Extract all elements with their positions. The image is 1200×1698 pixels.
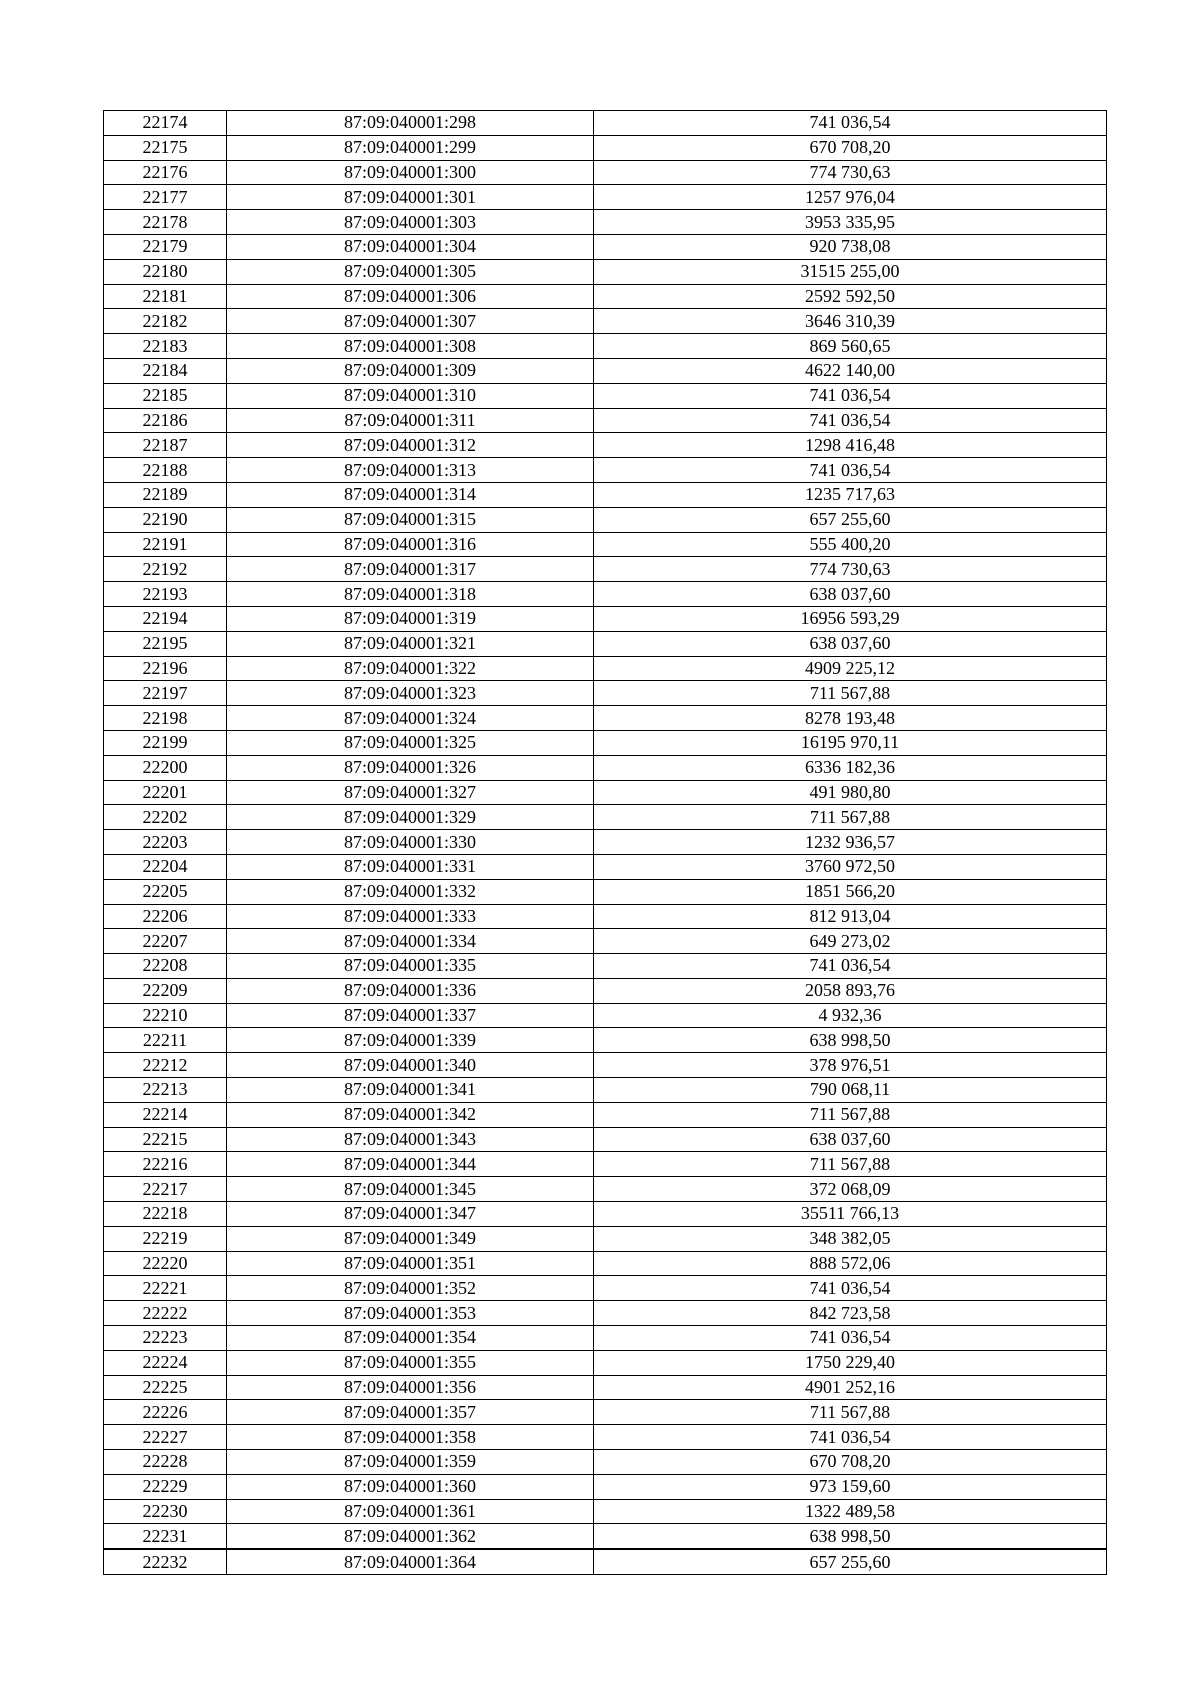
- cadastral-value-cell: 869 560,65: [594, 334, 1107, 359]
- row-number-cell: 22205: [104, 879, 227, 904]
- cadastral-value-cell: 638 037,60: [594, 631, 1107, 656]
- table-row: [104, 1474, 1107, 1499]
- cadastral-value-cell: 657 255,60: [594, 507, 1107, 532]
- table-row: [104, 111, 1107, 136]
- table-row: [104, 309, 1107, 334]
- table-row: [104, 1450, 1107, 1475]
- row-number-cell: 22193: [104, 582, 227, 607]
- cadastral-value-cell: 1235 717,63: [594, 482, 1107, 507]
- row-number-cell: 22221: [104, 1276, 227, 1301]
- cadastral-value-cell: 638 037,60: [594, 582, 1107, 607]
- row-number-cell: 22210: [104, 1003, 227, 1028]
- cadastral-number-cell: 87:09:040001:298: [227, 111, 594, 136]
- cadastral-value-cell: 741 036,54: [594, 1326, 1107, 1351]
- table-row: [104, 1375, 1107, 1400]
- row-number-cell: 22218: [104, 1202, 227, 1227]
- cadastral-value-cell: 4909 225,12: [594, 656, 1107, 681]
- cadastral-value-cell: 1232 936,57: [594, 830, 1107, 855]
- row-number-cell: 22225: [104, 1375, 227, 1400]
- cadastral-value-cell: 711 567,88: [594, 1400, 1107, 1425]
- table-row: [104, 284, 1107, 309]
- table-row: [104, 1251, 1107, 1276]
- table-row: [104, 1326, 1107, 1351]
- cadastral-number-cell: 87:09:040001:300: [227, 160, 594, 185]
- cadastral-number-cell: 87:09:040001:314: [227, 482, 594, 507]
- cadastral-number-cell: 87:09:040001:347: [227, 1202, 594, 1227]
- cadastral-number-cell: 87:09:040001:343: [227, 1127, 594, 1152]
- table-row: [104, 879, 1107, 904]
- cadastral-value-cell: 1298 416,48: [594, 433, 1107, 458]
- cadastral-number-cell: 87:09:040001:360: [227, 1474, 594, 1499]
- row-number-cell: 22180: [104, 259, 227, 284]
- cadastral-number-cell: 87:09:040001:303: [227, 210, 594, 235]
- row-number-cell: 22177: [104, 185, 227, 210]
- row-number-cell: 22190: [104, 507, 227, 532]
- table-row: [104, 706, 1107, 731]
- row-number-cell: 22183: [104, 334, 227, 359]
- cadastral-number-cell: 87:09:040001:324: [227, 706, 594, 731]
- cadastral-number-cell: 87:09:040001:334: [227, 929, 594, 954]
- cadastral-number-cell: 87:09:040001:355: [227, 1350, 594, 1375]
- cadastral-value-cell: 555 400,20: [594, 532, 1107, 557]
- table-row: [104, 1400, 1107, 1425]
- cadastral-value-cell: 741 036,54: [594, 1425, 1107, 1450]
- cadastral-value-cell: 670 708,20: [594, 1450, 1107, 1475]
- table-row: [104, 830, 1107, 855]
- cadastral-value-cell: 741 036,54: [594, 383, 1107, 408]
- table-row: [104, 185, 1107, 210]
- cadastral-number-cell: 87:09:040001:299: [227, 135, 594, 160]
- cadastral-value-cell: 491 980,80: [594, 780, 1107, 805]
- table-row: [104, 507, 1107, 532]
- cadastral-number-cell: 87:09:040001:333: [227, 904, 594, 929]
- cadastral-number-cell: 87:09:040001:335: [227, 954, 594, 979]
- row-number-cell: 22226: [104, 1400, 227, 1425]
- row-number-cell: 22176: [104, 160, 227, 185]
- row-number-cell: 22195: [104, 631, 227, 656]
- cadastral-value-cell: 670 708,20: [594, 135, 1107, 160]
- row-number-cell: 22215: [104, 1127, 227, 1152]
- row-number-cell: 22216: [104, 1152, 227, 1177]
- table-row: [104, 1226, 1107, 1251]
- cadastral-value-cell: 8278 193,48: [594, 706, 1107, 731]
- row-number-cell: 22203: [104, 830, 227, 855]
- row-number-cell: 22178: [104, 210, 227, 235]
- row-number-cell: 22209: [104, 978, 227, 1003]
- cadastral-number-cell: 87:09:040001:317: [227, 557, 594, 582]
- row-number-cell: 22196: [104, 656, 227, 681]
- table-row: [104, 259, 1107, 284]
- cadastral-number-cell: 87:09:040001:306: [227, 284, 594, 309]
- cadastral-number-cell: 87:09:040001:342: [227, 1102, 594, 1127]
- cadastral-value-cell: 888 572,06: [594, 1251, 1107, 1276]
- table-row: [104, 854, 1107, 879]
- cadastral-number-cell: 87:09:040001:345: [227, 1177, 594, 1202]
- cadastral-value-cell: 16956 593,29: [594, 606, 1107, 631]
- row-number-cell: 22208: [104, 954, 227, 979]
- table-row: [104, 433, 1107, 458]
- row-number-cell: 22191: [104, 532, 227, 557]
- cadastral-value-cell: 711 567,88: [594, 1152, 1107, 1177]
- cadastral-value-cell: 1322 489,58: [594, 1499, 1107, 1524]
- cadastral-number-cell: 87:09:040001:319: [227, 606, 594, 631]
- cadastral-number-cell: 87:09:040001:308: [227, 334, 594, 359]
- table-row: [104, 1301, 1107, 1326]
- table-row: [104, 730, 1107, 755]
- row-number-cell: 22223: [104, 1326, 227, 1351]
- row-number-cell: 22186: [104, 408, 227, 433]
- table-row: [104, 383, 1107, 408]
- cadastral-value-cell: 741 036,54: [594, 1276, 1107, 1301]
- table-row: [104, 234, 1107, 259]
- cadastral-value-cell: 711 567,88: [594, 681, 1107, 706]
- cadastral-number-cell: 87:09:040001:357: [227, 1400, 594, 1425]
- cadastral-value-cell: 973 159,60: [594, 1474, 1107, 1499]
- cadastral-value-cell: 4622 140,00: [594, 358, 1107, 383]
- cadastral-number-cell: 87:09:040001:326: [227, 755, 594, 780]
- cadastral-value-cell: 3953 335,95: [594, 210, 1107, 235]
- cadastral-number-cell: 87:09:040001:329: [227, 805, 594, 830]
- row-number-cell: 22232: [104, 1549, 227, 1574]
- table-row: [104, 606, 1107, 631]
- row-number-cell: 22199: [104, 730, 227, 755]
- row-number-cell: 22207: [104, 929, 227, 954]
- row-number-cell: 22228: [104, 1450, 227, 1475]
- cadastral-number-cell: 87:09:040001:339: [227, 1028, 594, 1053]
- table-row: [104, 458, 1107, 483]
- row-number-cell: 22200: [104, 755, 227, 780]
- table-row: [104, 1177, 1107, 1202]
- table-row: [104, 1053, 1107, 1078]
- row-number-cell: 22202: [104, 805, 227, 830]
- cadastral-value-cell: 741 036,54: [594, 111, 1107, 136]
- table-row: [104, 929, 1107, 954]
- table-row: [104, 1152, 1107, 1177]
- row-number-cell: 22185: [104, 383, 227, 408]
- row-number-cell: 22229: [104, 1474, 227, 1499]
- table-row: [104, 210, 1107, 235]
- cadastral-value-cell: 3646 310,39: [594, 309, 1107, 334]
- cadastral-number-cell: 87:09:040001:359: [227, 1450, 594, 1475]
- table-row: [104, 1276, 1107, 1301]
- cadastral-value-cell: 790 068,11: [594, 1078, 1107, 1103]
- table-row: [104, 1499, 1107, 1524]
- row-number-cell: 22217: [104, 1177, 227, 1202]
- cadastral-value-cell: 812 913,04: [594, 904, 1107, 929]
- row-number-cell: 22197: [104, 681, 227, 706]
- cadastral-value-cell: 1750 229,40: [594, 1350, 1107, 1375]
- table-row: [104, 681, 1107, 706]
- row-number-cell: 22198: [104, 706, 227, 731]
- row-number-cell: 22175: [104, 135, 227, 160]
- cadastral-value-cell: 711 567,88: [594, 1102, 1107, 1127]
- row-number-cell: 22219: [104, 1226, 227, 1251]
- row-number-cell: 22224: [104, 1350, 227, 1375]
- cadastral-number-cell: 87:09:040001:331: [227, 854, 594, 879]
- cadastral-value-cell: 4 932,36: [594, 1003, 1107, 1028]
- cadastral-value-cell: 638 998,50: [594, 1028, 1107, 1053]
- cadastral-number-cell: 87:09:040001:315: [227, 507, 594, 532]
- cadastral-number-cell: 87:09:040001:327: [227, 780, 594, 805]
- table-body: [104, 111, 1107, 1575]
- row-number-cell: 22230: [104, 1499, 227, 1524]
- row-number-cell: 22187: [104, 433, 227, 458]
- row-number-cell: 22204: [104, 854, 227, 879]
- cadastral-number-cell: 87:09:040001:364: [227, 1549, 594, 1574]
- row-number-cell: 22211: [104, 1028, 227, 1053]
- cadastral-number-cell: 87:09:040001:311: [227, 408, 594, 433]
- cadastral-value-cell: 2058 893,76: [594, 978, 1107, 1003]
- cadastral-number-cell: 87:09:040001:312: [227, 433, 594, 458]
- table-row: [104, 532, 1107, 557]
- cadastral-value-cell: 842 723,58: [594, 1301, 1107, 1326]
- row-number-cell: 22181: [104, 284, 227, 309]
- table-row: [104, 358, 1107, 383]
- cadastral-number-cell: 87:09:040001:323: [227, 681, 594, 706]
- cadastral-number-cell: 87:09:040001:361: [227, 1499, 594, 1524]
- cadastral-value-cell: 920 738,08: [594, 234, 1107, 259]
- cadastral-number-cell: 87:09:040001:304: [227, 234, 594, 259]
- table-row: [104, 1549, 1107, 1574]
- cadastral-number-cell: 87:09:040001:316: [227, 532, 594, 557]
- cadastral-value-cell: 774 730,63: [594, 160, 1107, 185]
- table-row: [104, 631, 1107, 656]
- cadastral-number-cell: 87:09:040001:337: [227, 1003, 594, 1028]
- row-number-cell: 22206: [104, 904, 227, 929]
- table-row: [104, 557, 1107, 582]
- cadastral-number-cell: 87:09:040001:332: [227, 879, 594, 904]
- row-number-cell: 22212: [104, 1053, 227, 1078]
- table-row: [104, 1102, 1107, 1127]
- row-number-cell: 22188: [104, 458, 227, 483]
- table-row: [104, 1425, 1107, 1450]
- cadastral-number-cell: 87:09:040001:340: [227, 1053, 594, 1078]
- row-number-cell: 22184: [104, 358, 227, 383]
- cadastral-number-cell: 87:09:040001:353: [227, 1301, 594, 1326]
- table-row: [104, 656, 1107, 681]
- table-row: [104, 904, 1107, 929]
- row-number-cell: 22194: [104, 606, 227, 631]
- row-number-cell: 22213: [104, 1078, 227, 1103]
- row-number-cell: 22231: [104, 1524, 227, 1549]
- table-row: [104, 954, 1107, 979]
- cadastral-number-cell: 87:09:040001:321: [227, 631, 594, 656]
- row-number-cell: 22179: [104, 234, 227, 259]
- cadastral-number-cell: 87:09:040001:318: [227, 582, 594, 607]
- table-row: [104, 408, 1107, 433]
- table-row: [104, 582, 1107, 607]
- row-number-cell: 22192: [104, 557, 227, 582]
- row-number-cell: 22220: [104, 1251, 227, 1276]
- table-row: [104, 1202, 1107, 1227]
- cadastral-number-cell: 87:09:040001:362: [227, 1524, 594, 1549]
- cadastral-number-cell: 87:09:040001:330: [227, 830, 594, 855]
- cadastral-value-cell: 638 998,50: [594, 1524, 1107, 1549]
- row-number-cell: 22174: [104, 111, 227, 136]
- cadastral-value-cell: 741 036,54: [594, 408, 1107, 433]
- row-number-cell: 22189: [104, 482, 227, 507]
- cadastral-value-cell: 4901 252,16: [594, 1375, 1107, 1400]
- table-row: [104, 1078, 1107, 1103]
- cadastral-value-table: [103, 110, 1107, 1575]
- cadastral-value-cell: 774 730,63: [594, 557, 1107, 582]
- cadastral-number-cell: 87:09:040001:351: [227, 1251, 594, 1276]
- cadastral-number-cell: 87:09:040001:352: [227, 1276, 594, 1301]
- cadastral-value-cell: 3760 972,50: [594, 854, 1107, 879]
- cadastral-value-cell: 2592 592,50: [594, 284, 1107, 309]
- table-row: [104, 1524, 1107, 1549]
- cadastral-number-cell: 87:09:040001:313: [227, 458, 594, 483]
- cadastral-number-cell: 87:09:040001:356: [227, 1375, 594, 1400]
- row-number-cell: 22222: [104, 1301, 227, 1326]
- cadastral-number-cell: 87:09:040001:349: [227, 1226, 594, 1251]
- cadastral-value-cell: 711 567,88: [594, 805, 1107, 830]
- table-row: [104, 1127, 1107, 1152]
- table-row: [104, 334, 1107, 359]
- table-row: [104, 978, 1107, 1003]
- row-number-cell: 22227: [104, 1425, 227, 1450]
- cadastral-number-cell: 87:09:040001:325: [227, 730, 594, 755]
- cadastral-value-cell: 657 255,60: [594, 1549, 1107, 1574]
- table-row: [104, 805, 1107, 830]
- cadastral-number-cell: 87:09:040001:358: [227, 1425, 594, 1450]
- cadastral-number-cell: 87:09:040001:309: [227, 358, 594, 383]
- cadastral-number-cell: 87:09:040001:341: [227, 1078, 594, 1103]
- cadastral-number-cell: 87:09:040001:305: [227, 259, 594, 284]
- row-number-cell: 22182: [104, 309, 227, 334]
- cadastral-value-cell: 378 976,51: [594, 1053, 1107, 1078]
- table-row: [104, 1350, 1107, 1375]
- table-row: [104, 482, 1107, 507]
- cadastral-value-cell: 741 036,54: [594, 458, 1107, 483]
- cadastral-number-cell: 87:09:040001:310: [227, 383, 594, 408]
- table-row: [104, 1028, 1107, 1053]
- cadastral-value-cell: 372 068,09: [594, 1177, 1107, 1202]
- cadastral-value-cell: 741 036,54: [594, 954, 1107, 979]
- cadastral-number-cell: 87:09:040001:344: [227, 1152, 594, 1177]
- row-number-cell: 22214: [104, 1102, 227, 1127]
- cadastral-value-cell: 31515 255,00: [594, 259, 1107, 284]
- cadastral-value-cell: 1851 566,20: [594, 879, 1107, 904]
- table-row: [104, 755, 1107, 780]
- cadastral-number-cell: 87:09:040001:322: [227, 656, 594, 681]
- table-row: [104, 1003, 1107, 1028]
- table-row: [104, 160, 1107, 185]
- cadastral-number-cell: 87:09:040001:301: [227, 185, 594, 210]
- table-row: [104, 780, 1107, 805]
- cadastral-number-cell: 87:09:040001:354: [227, 1326, 594, 1351]
- row-number-cell: 22201: [104, 780, 227, 805]
- cadastral-value-cell: 6336 182,36: [594, 755, 1107, 780]
- cadastral-value-cell: 638 037,60: [594, 1127, 1107, 1152]
- cadastral-number-cell: 87:09:040001:307: [227, 309, 594, 334]
- cadastral-value-cell: 16195 970,11: [594, 730, 1107, 755]
- cadastral-value-cell: 35511 766,13: [594, 1202, 1107, 1227]
- cadastral-value-cell: 1257 976,04: [594, 185, 1107, 210]
- cadastral-value-cell: 348 382,05: [594, 1226, 1107, 1251]
- cadastral-value-cell: 649 273,02: [594, 929, 1107, 954]
- cadastral-number-cell: 87:09:040001:336: [227, 978, 594, 1003]
- table-row: [104, 135, 1107, 160]
